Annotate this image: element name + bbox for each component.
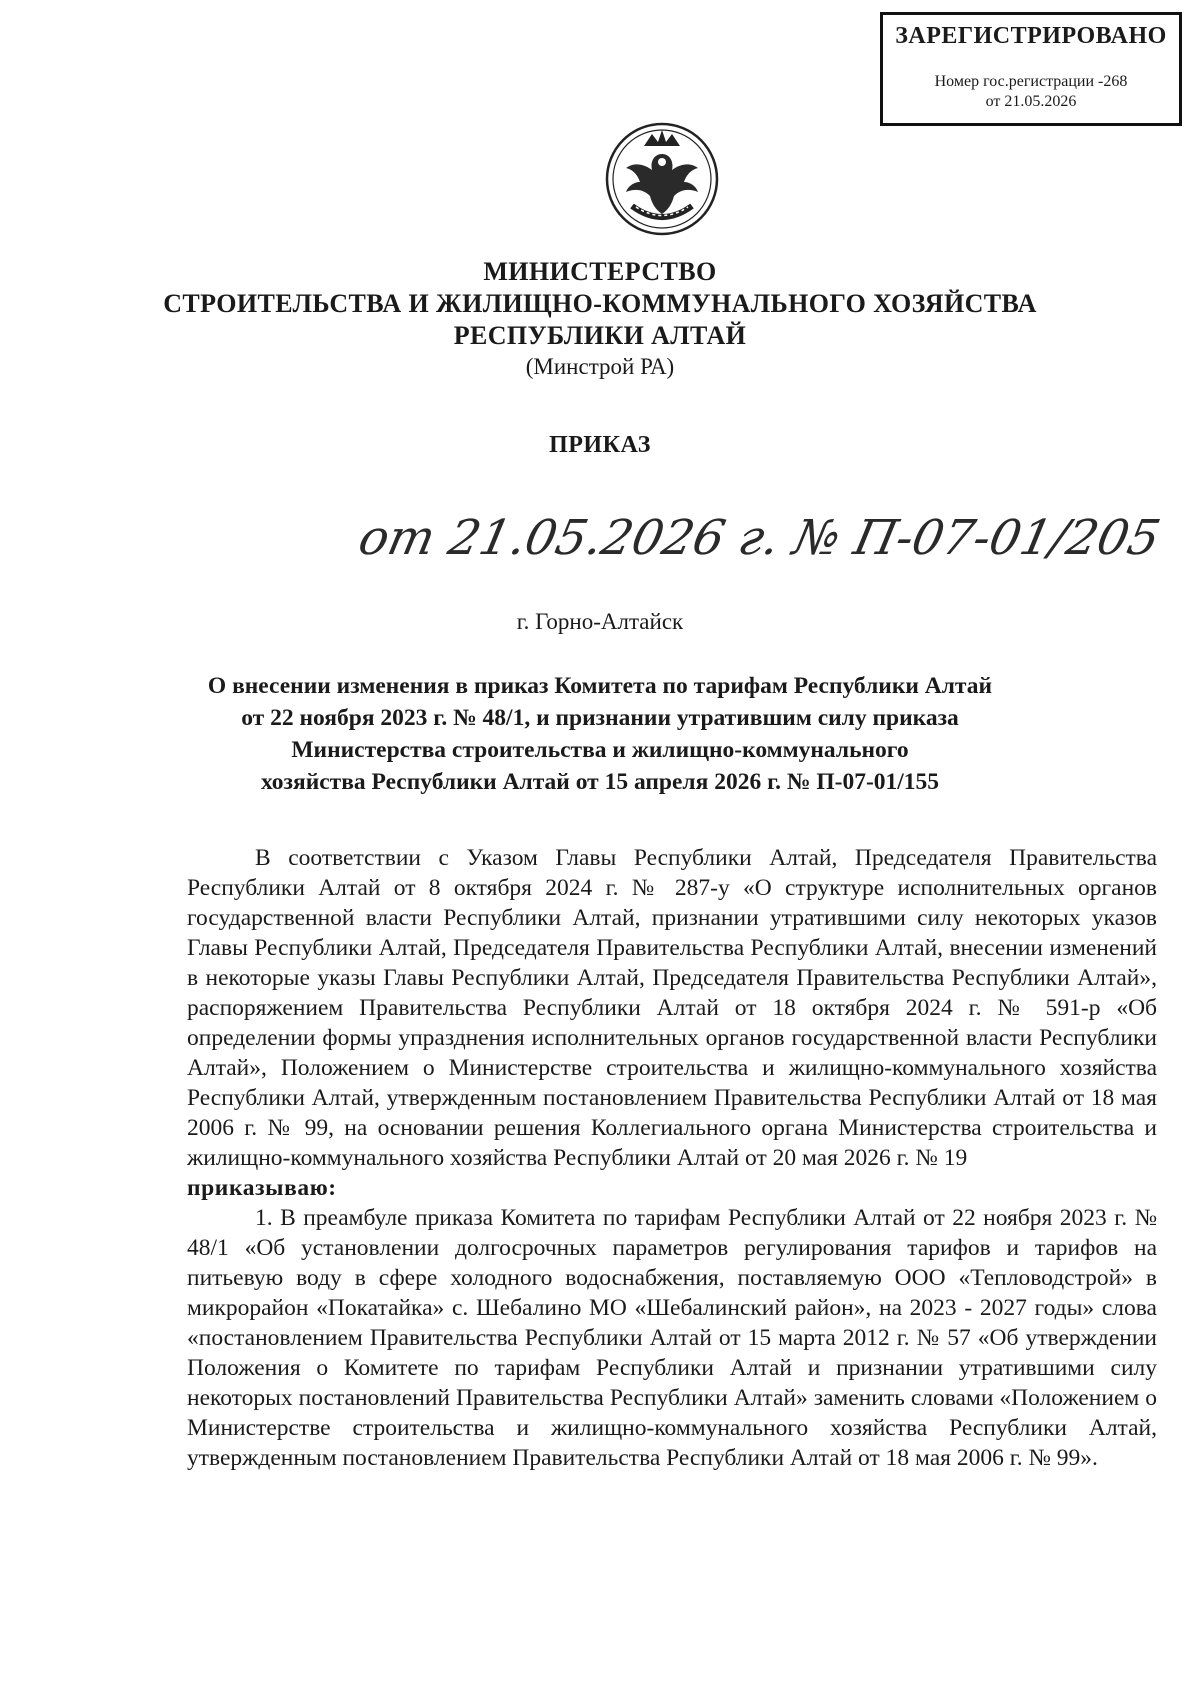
order-subject xyxy=(150,670,1050,798)
city-line: г. Горно-Алтайск xyxy=(516,609,684,634)
registration-date: от 21.05.2026 xyxy=(985,93,1077,110)
ministry-line-1: МИНИСТЕРСТВО xyxy=(483,257,717,286)
order-body xyxy=(187,843,1157,1473)
republic-altai-coat-of-arms-icon xyxy=(604,118,720,240)
subject-line-2: от 22 ноября 2023 г. № 48/1, и признании утратившим силу приказа xyxy=(241,705,959,731)
handwritten-order-number xyxy=(353,500,1165,575)
ministry-short-name: (Минстрой РА) xyxy=(525,354,675,379)
item-1-paragraph: 1. В преамбуле приказа Комитета по тарифам Республики Алтай от 22 ноября 2023 г. № 48/1 «Об установлении долгосрочных параметров регулирования тарифов и тарифов на питьевую воду в сфере холодного водоснабжения, поставляемую ООО «Тепловодстрой» в микрорайон «Покатайка» с. Шебалино МО «Шебалинский район», на 2023 - 2027 годы» слова «постановлением Правительства Республики Алтай от 15 марта 2012 г. № 57 «Об утверждении Положения о Комитете по тарифам Республики Алтай и признании утратившими силу некоторых постановлений Правительства Республики Алтай» заменить словами «Положением о Министерстве строительства и жилищно-коммунального хозяйства Республики Алтай, утвержденным постановлением Правительства Республики Алтай от 18 мая 2006 г. № 99». xyxy=(187,1205,1157,1471)
handwritten-order-number-text: от 21.05.2026 г. № П-07-01/205 xyxy=(353,510,1165,566)
subject-line-1: О внесении изменения в приказ Комитета по тарифам Республики Алтай xyxy=(207,673,993,699)
decree-verb: приказываю: xyxy=(187,1175,337,1201)
preamble-paragraph: В соответствии с Указом Главы Республики Алтай, Председателя Правительства Республики Алтай от 8 октября 2024 г. № 287-у «О структуре исполнительных органов государственной власти Республики Алтай, признании утратившими силу некоторых указов Главы Республики Алтай, Председателя Правительства Республики Алтай, внесении изменений в некоторые указы Главы Республики Алтай, Председателя Правительства Республики Алтай», распоряжением Правительства Республики Алтай от 18 октября 2024 г. № 591-р «Об определении формы упразднения исполнительных органов государственной власти Республики Алтай», Положением о Министерстве строительства и жилищно-коммунального хозяйства Республики Алтай, утвержденным постановлением Правительства Республики Алтай от 18 мая 2006 г. № 99, на основании решения Коллегиального органа Министерства строительства и жилищно-коммунального хозяйства Республики Алтай от 20 мая 2026 г. № 19 xyxy=(187,845,1157,1171)
ministry-header xyxy=(0,256,1200,382)
ministry-line-3: РЕСПУБЛИКИ АЛТАЙ xyxy=(453,321,747,350)
subject-line-3: Министерства строительства и жилищно-коммунального xyxy=(291,737,909,763)
registration-stamp-title: ЗАРЕГИСТРИРОВАНО xyxy=(895,23,1167,49)
subject-line-4: хозяйства Республики Алтай от 15 апреля 2026 г. № П-07-01/155 xyxy=(260,769,940,795)
registration-number: Номер гос.регистрации -268 xyxy=(934,73,1128,90)
registration-stamp xyxy=(880,12,1182,126)
ministry-line-2: СТРОИТЕЛЬСТВА И ЖИЛИЩНО-КОММУНАЛЬНОГО ХОЗЯЙСТВА xyxy=(163,289,1037,318)
document-type: ПРИКАЗ xyxy=(549,432,651,458)
